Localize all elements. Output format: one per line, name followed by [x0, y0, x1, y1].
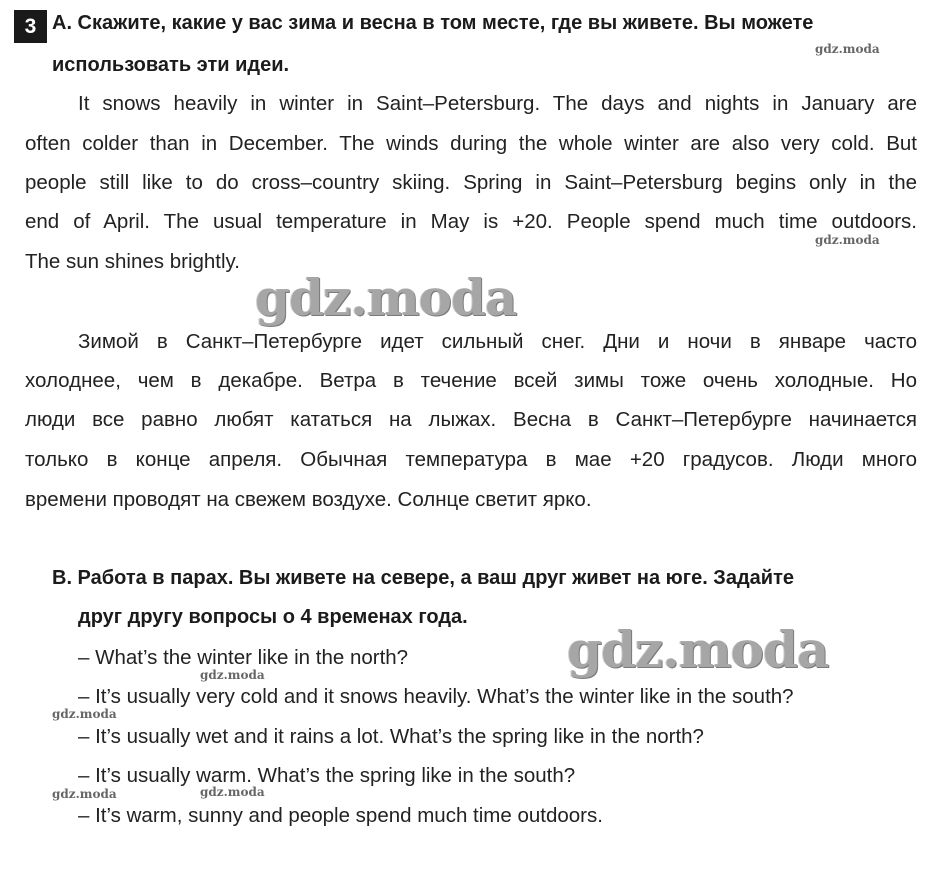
watermark-large: gdz.moda — [255, 268, 517, 327]
dialogue-line-3: – It’s usually wet and it rains a lot. What’s the spring like in the north? — [78, 725, 704, 748]
english-text-line-4: end of April. The usual temperature in May is +20. People spend much time outdoors. — [25, 210, 917, 233]
russian-text-line-4: только в конце апреля. Обычная температура в мае +20 градусов. Люди много — [25, 448, 917, 471]
task-b-heading-line-2: друг другу вопросы о 4 временах года. — [78, 606, 468, 628]
russian-text-line-1: Зимой в Санкт–Петербурге идет сильный снег. Дни и ночи в январе часто — [78, 330, 917, 353]
watermark-small: gdz.moda — [815, 42, 880, 56]
watermark-large: gdz.moda — [567, 620, 829, 679]
watermark-small: gdz.moda — [52, 787, 117, 801]
english-text-line-5: The sun shines brightly. — [25, 250, 240, 273]
dialogue-line-1: – What’s the winter like in the north? — [78, 646, 409, 669]
russian-text-line-2: холоднее, чем в декабре. Ветра в течение всей зимы тоже очень холодные. Но — [25, 369, 917, 392]
watermark-small: gdz.moda — [200, 785, 265, 799]
english-text-line-2: often colder than in December. The winds during the whole winter are also very cold. But — [25, 132, 917, 155]
english-text-line-1: It snows heavily in winter in Saint–Petersburg. The days and nights in January are — [78, 92, 917, 115]
dialogue-line-4: – It’s usually warm. What’s the spring like in the south? — [78, 764, 576, 787]
russian-text-line-5: времени проводят на свежем воздухе. Солнце светит ярко. — [25, 488, 592, 511]
english-text-line-3: people still like to do cross–country skiing. Spring in Saint–Petersburg begins only in the — [25, 171, 917, 194]
task-number-badge: 3 — [14, 10, 47, 43]
watermark-small: gdz.moda — [200, 668, 265, 682]
task-b-heading-line-1: B. Работа в парах. Вы живете на севере, а ваш друг живет на юге. Задайте — [52, 567, 794, 589]
dialogue-line-5: – It’s warm, sunny and people spend much time outdoors. — [78, 804, 603, 827]
task-a-heading-line-2: использовать эти идеи. — [52, 54, 290, 76]
watermark-small: gdz.moda — [52, 707, 117, 721]
watermark-small: gdz.moda — [815, 233, 880, 247]
russian-text-line-3: люди все равно любят кататься на лыжах. Весна в Санкт–Петербурге начинается — [25, 408, 917, 431]
dialogue-line-2: – It’s usually very cold and it snows heavily. What’s the winter like in the south? — [78, 685, 794, 708]
task-a-heading-line-1: А. Скажите, какие у вас зима и весна в том месте, где вы живете. Вы можете — [52, 12, 814, 34]
